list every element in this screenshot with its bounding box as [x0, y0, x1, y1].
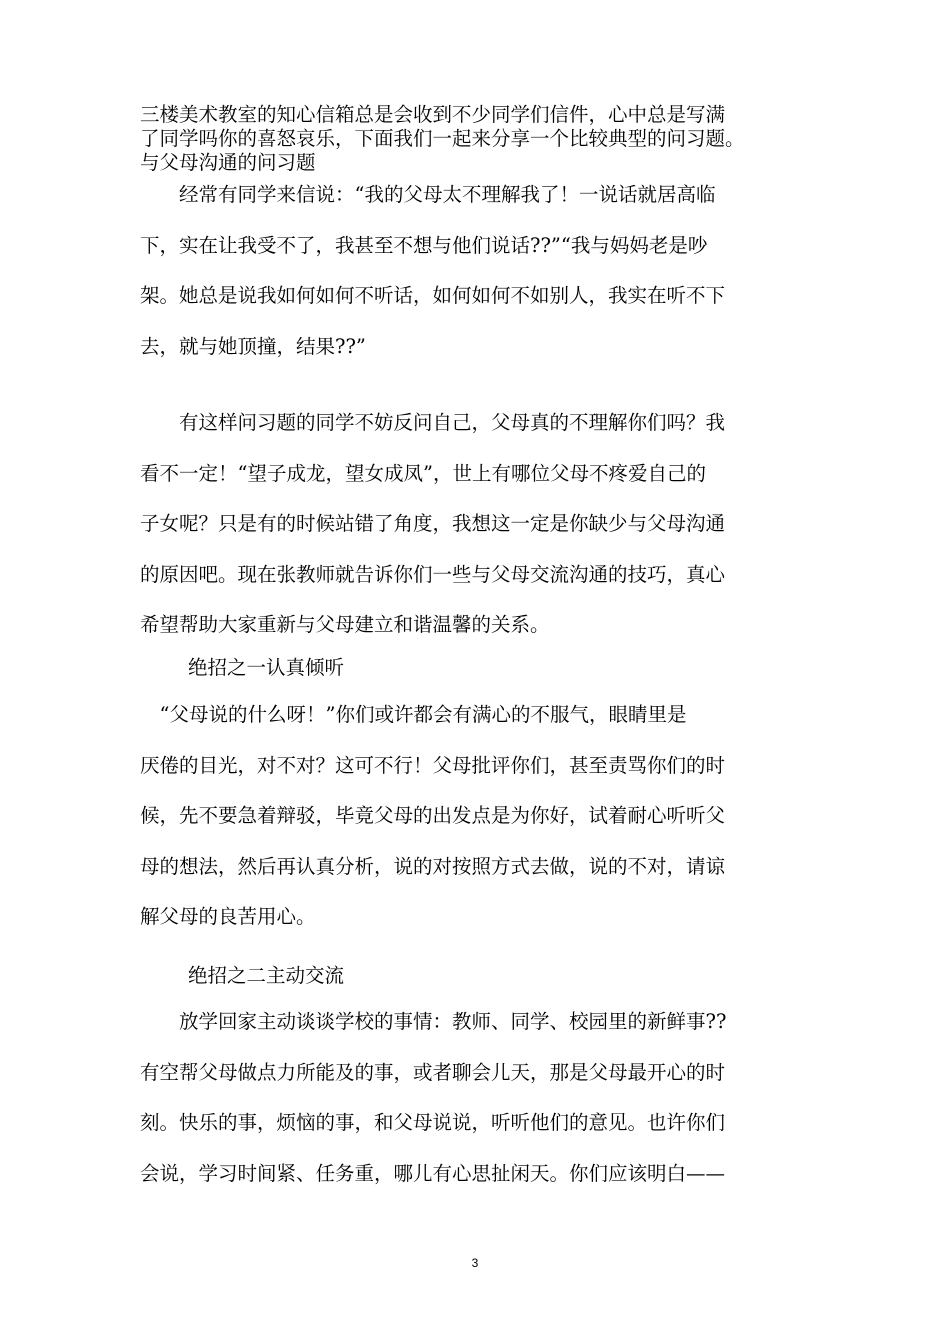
- paragraph-communicate: [140, 997, 820, 1199]
- intro-line: 与父母沟通的问习题: [140, 151, 316, 174]
- text-line: 有空帮父母做点力所能及的事，或者聊会儿天，那是父母最开心的时: [140, 1060, 726, 1084]
- paragraph-letters: [140, 170, 820, 372]
- text-line: 架。她总是说我如何如何不听话，如何如何不如别人，我实在听不下: [140, 284, 726, 307]
- text-line: 有这样问习题的同学不妨反问自己，父母真的不理解你们吗？我: [140, 411, 726, 434]
- text-line: 子女呢？只是有的时候站错了角度，我想这一定是你缺少与父母沟通: [140, 512, 726, 535]
- text-line: 下，实在让我受不了，我甚至不想与他们说话??”“我与妈妈老是吵: [140, 233, 708, 257]
- text-line: 看不一定！“望子成龙，望女成凤”，世上有哪位父母不疼爱自己的: [140, 461, 706, 485]
- intro-paragraph: [140, 103, 830, 175]
- text-line: 经常有同学来信说：“我的父母太不理解我了！一说话就居高临: [140, 183, 716, 206]
- section-heading-communicate: 绝招之二主动交流: [188, 964, 345, 987]
- paragraph-listen: [140, 690, 820, 943]
- text-line: 刻。快乐的事，烦恼的事，和父母说说，听听他们的意见。也许你们: [140, 1111, 726, 1134]
- text-line: 会说，学习时间紧、任务重，哪儿有心思扯闲天。你们应该明白——: [140, 1161, 726, 1185]
- intro-line: 了同学吗你的喜怒哀乐，下面我们一起来分享一个比较典型的问习题。: [140, 127, 745, 150]
- text-line: 解父母的良苦用心。: [140, 905, 316, 928]
- text-line: 放学回家主动谈谈学校的事情：教师、同学、校园里的新鲜事??: [140, 1010, 727, 1033]
- text-line: 母的想法，然后再认真分析，说的对按照方式去做，说的不对，请谅: [140, 854, 726, 878]
- paragraph-reflection: [140, 398, 820, 651]
- text-line: 厌倦的目光，对不对？这可不行！父母批评你们，甚至责骂你们的时: [140, 753, 726, 777]
- text-line: 的原因吧。现在张教师就告诉你们一些与父母交流沟通的技巧，真心: [140, 562, 726, 586]
- section-heading-listen: 绝招之一认真倾听: [188, 656, 345, 679]
- text-line: 候，先不要急着辩驳，毕竟父母的出发点是为你好，试着耐心听听父: [140, 804, 726, 827]
- text-line: 希望帮助大家重新与父母建立和谐温馨的关系。: [140, 613, 550, 636]
- page-number: 3: [471, 1256, 479, 1270]
- text-line: “父母说的什么呀！”你们或许都会有满心的不服气，眼睛里是: [140, 703, 687, 726]
- intro-line: 三楼美术教室的知心信箱总是会收到不少同学们信件，心中总是写满: [140, 103, 726, 126]
- text-line: 去，就与她顶撞，结果??”: [140, 334, 366, 358]
